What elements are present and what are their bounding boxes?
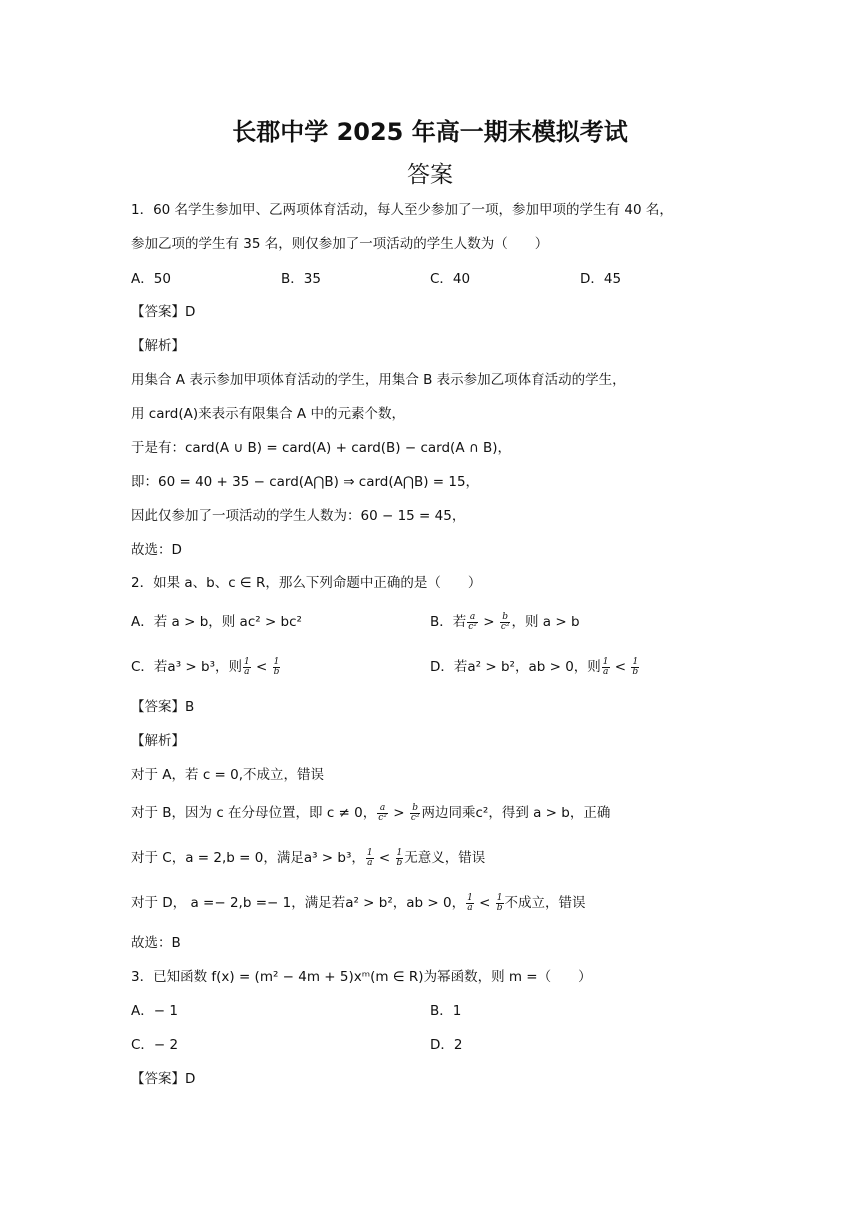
fraction: $\frac{a}{\text{c²}}$ (468, 611, 477, 632)
q2-stem: 2．如果 a、b、c ∈ R，那么下列命题中正确的是（ ） (131, 575, 482, 591)
q2-analysis-line-a: 对于 A，若 c = 0,不成立，错误 (131, 767, 325, 783)
q3-option-d: D．2 (430, 1037, 463, 1053)
q2-analysis-label: 【解析】 (131, 733, 185, 749)
q1-answer: 【答案】D (131, 304, 196, 320)
q1-option-b: B．35 (281, 271, 321, 287)
q1-analysis-line: 用 card(A)来表示有限集合 A 中的元素个数， (131, 406, 405, 422)
q1-analysis-line: 因此仅参加了一项活动的学生人数为：60 − 15 = 45， (131, 508, 466, 524)
fraction: $\frac{a}{\text{c²}}$ (378, 802, 387, 823)
fraction: $\frac{1}{b}$ (632, 656, 639, 677)
fraction: $\frac{1}{a}$ (366, 847, 373, 868)
q3-option-a: A．− 1 (131, 1003, 178, 1019)
fraction: $\frac{1}{b}$ (273, 656, 280, 677)
q1-option-d: D．45 (580, 271, 622, 287)
page-subtitle: 答案 (407, 162, 453, 188)
fraction: $\frac{1}{b}$ (496, 892, 503, 913)
fraction: $\frac{b}{\text{c²}}$ (410, 802, 420, 823)
q2-analysis-line-d: 对于 D， a =− 2,b =− 1，满足若a² > b²，ab > 0， $\frac{1}{a}$ < $\frac{1}{b}$ 不成立，错误 (131, 892, 586, 913)
fraction: $\frac{1}{a}$ (244, 656, 250, 677)
fraction: $\frac{1}{a}$ (467, 892, 473, 913)
q1-analysis-line: 于是有：card(A ∪ B) = card(A) + card(B) − card(A ∩ B)， (131, 440, 512, 456)
q2-conclusion: 故选：B (131, 935, 181, 951)
q2-option-b: B．若 $\frac{a}{\text{c²}}$ > $\frac{b}{\text{c²}}$ ，则 a > b (430, 611, 580, 632)
q1-option-c: C．40 (430, 271, 471, 287)
q1-analysis-line: 故选：D (131, 542, 182, 558)
q1-stem-line2: 参加乙项的学生有 35 名，则仅参加了一项活动的学生人数为（ ） (131, 236, 549, 252)
q2-option-a: A．若 a > b，则 ac² > bc² (131, 614, 302, 630)
q2-answer: 【答案】B (131, 699, 195, 715)
q2-analysis-line-c: 对于 C，a = 2,b = 0，满足a³ > b³， $\frac{1}{a}$ < $\frac{1}{b}$ 无意义，错误 (131, 847, 486, 868)
fraction: $\frac{b}{\text{c²}}$ (500, 611, 510, 632)
page-title: 长郡中学 2025 年高一期末模拟考试 (232, 118, 628, 146)
q1-stem-line1: 1．60 名学生参加甲、乙两项体育活动，每人至少参加了一项，参加甲项的学生有 40 名， (131, 202, 673, 218)
q1-analysis-line: 即：60 = 40 + 35 − card(A⋂B) ⇒ card(A⋂B) = 15， (131, 474, 480, 490)
q1-analysis-line: 用集合 A 表示参加甲项体育活动的学生，用集合 B 表示参加乙项体育活动的学生， (131, 372, 626, 388)
q3-option-b: B．1 (430, 1003, 462, 1019)
q2-option-d: D．若a² > b²，ab > 0，则 $\frac{1}{a}$ < $\frac{1}{b}$ (430, 656, 639, 677)
q1-analysis-label: 【解析】 (131, 338, 185, 354)
q3-option-c: C．− 2 (131, 1037, 179, 1053)
fraction: $\frac{1}{a}$ (602, 656, 609, 677)
q3-stem: 3．已知函数 f(x) = (m² − 4m + 5)xᵐ(m ∈ R)为幂函数，则 m =（ ） (131, 969, 592, 985)
q3-answer: 【答案】D (131, 1071, 196, 1087)
q2-option-c: C．若a³ > b³，则 $\frac{1}{a}$ < $\frac{1}{b}$ (131, 656, 280, 677)
q2-analysis-line-b: 对于 B，因为 c 在分母位置，即 c ≠ 0， $\frac{a}{\text{c²}}$ > $\frac{b}{\text{c²}}$ 两边同乘c²，得到 a > b，正确 (131, 802, 611, 823)
fraction: $\frac{1}{b}$ (396, 847, 403, 868)
q1-option-a: A．50 (131, 271, 171, 287)
